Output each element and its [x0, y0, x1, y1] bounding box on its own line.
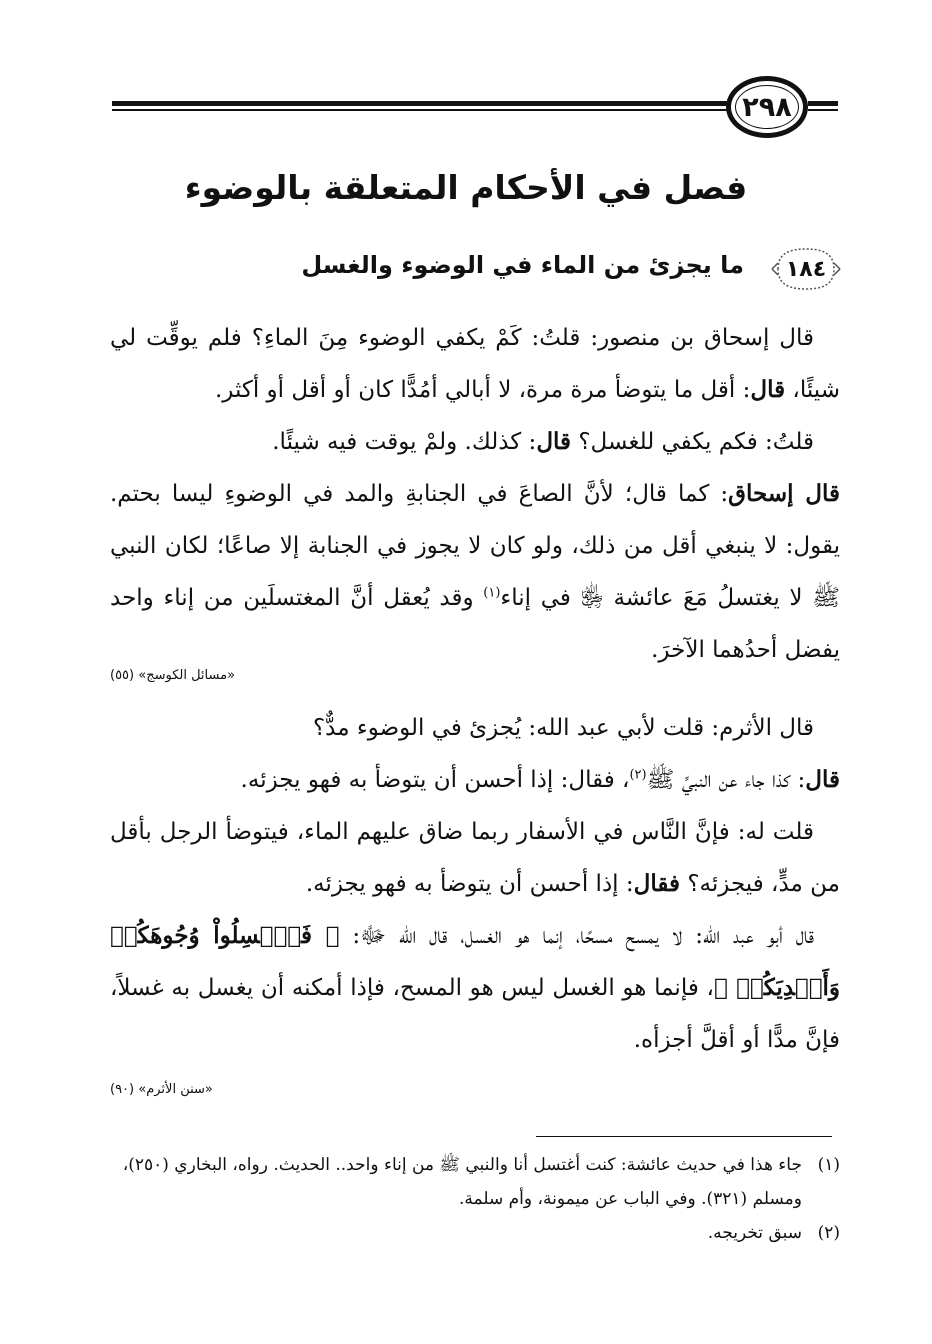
section-title: ما يجزئ من الماء في الوضوء والغسل [301, 251, 744, 279]
page-number-badge [726, 76, 808, 138]
footnotes [110, 1148, 840, 1250]
source-citation-2: «سنن الأثرم» (٩٠) [110, 1082, 213, 1097]
paragraph-3: قال إسحاق: كما قال؛ لأنَّ الصاعَ في الجنابةِ والمد في الوضوءِ ليسا بحتم. يقول: لا ينبغي أقل من ذلك، ولو كان لا يجوز في الجنابة إلا صاعًا؛ لكان النبي ﷺ لا يغتسلُ مَعَ عائشة ﵂ في إناء$^{(١)}$ وقد يُعقل أنَّ المغتسلَين من إناء واحد يفضل أحدُهما الآخرَ. [110, 480, 840, 663]
source-citation-1: «مسائل الكوسج» (٥٥) [110, 668, 236, 683]
paragraph-1: قال إسحاق بن منصور: قلتُ: كَمْ يكفي الوضوء مِنَ الماءِ؟ فلم يوقِّت لي شيئًا، قال: أقل ما يتوضأ مرة مرة، لا أبالي أمُدًّا كان أو أقل أو أكثر. [110, 325, 840, 403]
paragraph-5: قال: كذا جاء عن النبيِّ ﷺ$^{(٢)}$، فقال: إذا أحسن أن يتوضأ به فهو يجزئه. [240, 766, 840, 793]
section-heading [260, 245, 842, 295]
section-number: ١٨٤ [785, 256, 827, 282]
footnote-2: (٢) سبق تخريجه. [707, 1223, 840, 1243]
footnote-ref-2: (٢) [629, 767, 647, 783]
footnote-1: (١) جاء هذا في حديث عائشة: كنت أغتسل أنا والنبي ﷺ من إناء واحد.. الحديث. رواه، البخاري (٢٥٠)، ومسلم (٣٢١). وفي الباب عن ميمونة، وأم سلمة. [122, 1155, 840, 1209]
footnote-divider [536, 1136, 832, 1137]
text-block-2 [110, 702, 840, 1066]
chapter-title: فصل في الأحكام المتعلقة بالوضوء [184, 168, 748, 207]
paragraph-7: قال أبو عبد الله: لا يمسح مسحًا، إنما هو الغسل، قال الله ﷻ: ﴿ فَٱغۡسِلُواْ وُجُوهَكُمۡ وَأَيۡدِيَكُمۡ ﴾، فإنما هو الغسل ليس هو المسح، فإذا أمكنه أن يغسل به غسلاً، فإنَّ مدًّا أو أقلَّ أجزأه. [110, 922, 840, 1053]
paragraph-6: قلت له: فإنَّ النَّاس في الأسفار ربما ضاق عليهم الماء، فيتوضأ الرجل بأقل من مدٍّ، فيجزئه؟ فقال: إذا أحسن أن يتوضأ به فهو يجزئه. [110, 819, 840, 897]
section-number-ornament [770, 245, 842, 293]
header-rule-right [808, 101, 838, 115]
footnote-ref-1: (١) [483, 585, 501, 601]
text-block-1 [110, 312, 840, 676]
header-rule [112, 98, 727, 114]
paragraph-4: قال الأثرم: قلت لأبي عبد الله: يُجزئ في الوضوء مدٌّ؟ [312, 715, 814, 741]
paragraph-2: قلتُ: فكم يكفي للغسل؟ قال: كذلك. ولمْ يوقت فيه شيئًا. [272, 428, 814, 455]
page-number: ٢٩٨ [742, 91, 792, 123]
quran-verse: ﴿ فَٱغۡسِلُواْ وُجُوهَكُمۡ وَأَيۡدِيَكُمۡ ﴾ [110, 922, 840, 1001]
